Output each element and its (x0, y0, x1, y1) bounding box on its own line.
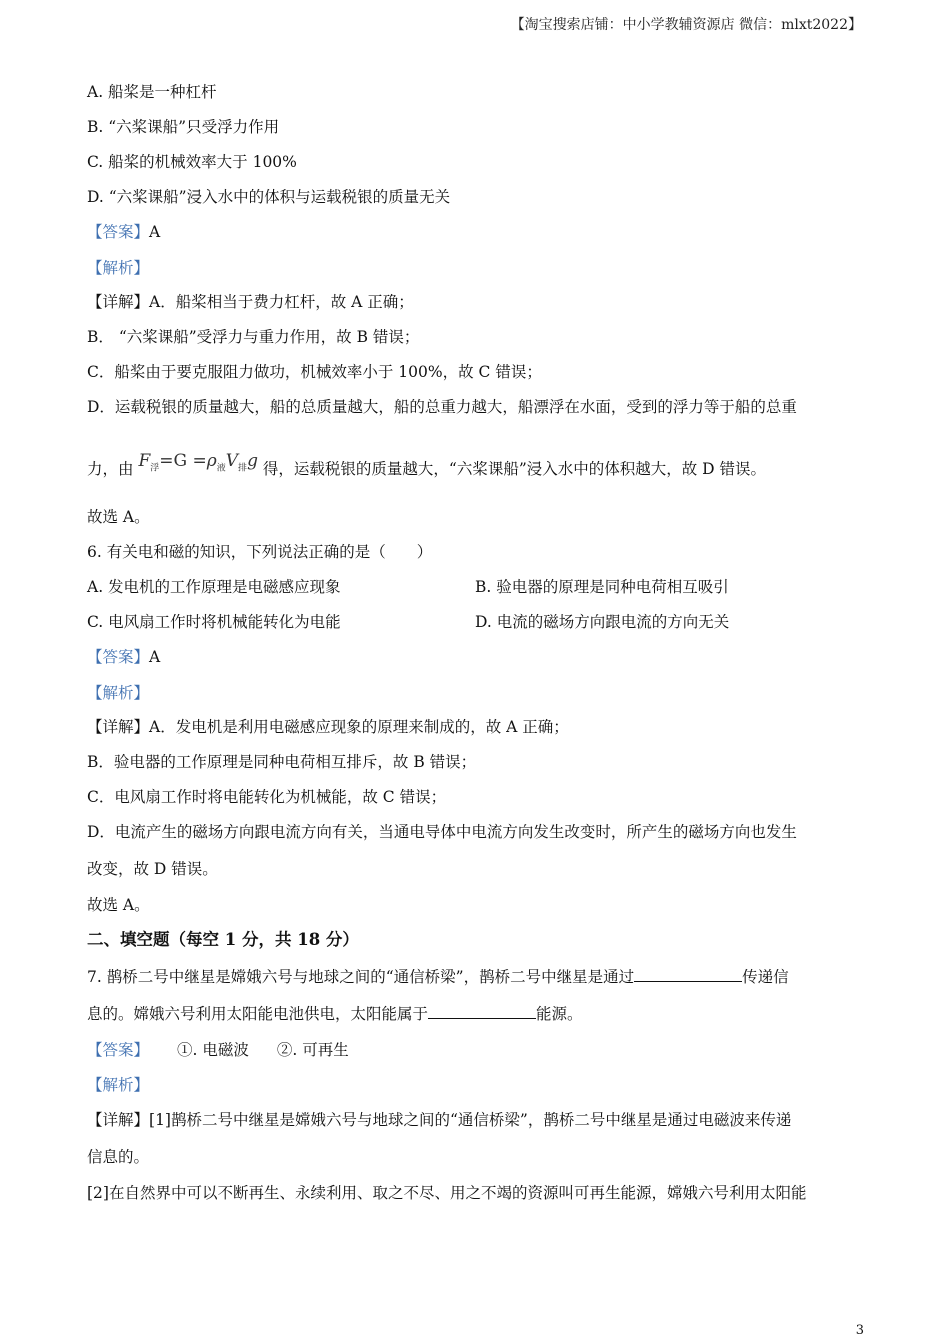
formula-eq: =G = (159, 451, 207, 471)
answer-tag: 【答案】 (87, 648, 150, 666)
answer-1: ①. 电磁波 (177, 1041, 249, 1059)
detail-tag: 【详解】 (87, 293, 150, 311)
detail-text: A．船桨相当于费力杠杆，故 A 正确； (149, 293, 414, 311)
buoyancy-formula (138, 451, 258, 478)
answer-2: ②. 可再生 (276, 1041, 349, 1059)
page-number: 3 (855, 1323, 864, 1338)
q5-option-d: D. “六桨课船”浸入水中的体积与运载税银的质量无关 (87, 188, 451, 206)
q6-option-c: C. 电风扇工作时将机械能转化为电能 (87, 613, 341, 631)
q5-detail-2: B． “六桨课船”受浮力与重力作用，故 B 错误； (87, 328, 420, 346)
answer-tag: 【答案】 (87, 1041, 150, 1059)
q7-text-1a: 7. 鹊桥二号中继星是嫦娥六号与地球之间的“通信桥梁”，鹊桥二号中继星是通过 (87, 968, 635, 986)
answer-blank-2 (428, 1004, 536, 1019)
q7-text-2b: 能源。 (536, 1005, 583, 1023)
detail-text: [1]鹊桥二号中继星是嫦娥六号与地球之间的“通信桥梁”，鹊桥二号中继星是通过电磁波来传递 (149, 1111, 792, 1129)
q5-detail-formula-line (87, 451, 767, 488)
answer-value: A (149, 223, 161, 241)
q7-detail-1 (87, 1110, 791, 1130)
formula-rho: ρ (206, 451, 217, 471)
answer-blank-1 (634, 967, 742, 982)
q5-option-b: B. “六桨课船”只受浮力作用 (87, 118, 280, 136)
formula-f-sub: 浮 (150, 463, 160, 474)
q6-detail-4: D．电流产生的磁场方向跟电流方向有关，当通电导体中电流方向发生改变时，所产生的磁场方向也发生 (87, 823, 797, 841)
q6-conclusion: 故选 A。 (87, 896, 150, 914)
q5-detail-1 (87, 292, 414, 312)
q6-answer (87, 647, 160, 667)
q5-analysis-tag: 【解析】 (87, 259, 150, 277)
formula-f: F (138, 451, 151, 471)
q5-answer (87, 222, 160, 242)
q5-option-c: C. 船桨的机械效率大于 100% (87, 153, 297, 171)
q6-detail-5: 改变，故 D 错误。 (87, 860, 218, 878)
header-shop-info: 【淘宝搜索店铺：中小学教辅资源店 微信：mlxt2022】 (510, 17, 862, 33)
q6-detail-2: B．验电器的工作原理是同种电荷相互排斥，故 B 错误； (87, 753, 477, 771)
detail-tag: 【详解】 (87, 718, 150, 736)
q6-detail-1 (87, 717, 569, 737)
q6-question: 6. 有关电和磁的知识，下列说法正确的是（ ） (87, 543, 433, 561)
q6-option-a: A. 发电机的工作原理是电磁感应现象 (87, 578, 341, 596)
q6-option-d: D. 电流的磁场方向跟电流的方向无关 (475, 613, 730, 631)
q6-analysis-tag: 【解析】 (87, 684, 150, 702)
q5-option-a: A. 船桨是一种杠杆 (87, 83, 217, 101)
section-title: 二、填空题（每空 1 分，共 18 分） (87, 930, 359, 949)
formula-g: g (247, 451, 258, 471)
q7-detail-3: [2]在自然界中可以不断再生、永续利用、取之不尽、用之不竭的资源叫可再生能源，嫦娥六号利用太阳能 (87, 1184, 807, 1202)
formula-prefix: 力，由 (87, 460, 134, 478)
formula-suffix: 得，运载税银的质量越大，“六桨课船”浸入水中的体积越大，故 D 错误。 (262, 460, 767, 478)
q7-analysis-tag: 【解析】 (87, 1076, 150, 1094)
q7-answer (87, 1040, 349, 1060)
q7-line-1 (87, 967, 789, 987)
formula-v: V (225, 451, 239, 471)
q7-detail-2: 信息的。 (87, 1148, 150, 1166)
formula-rho-sub: 液 (216, 463, 226, 474)
q5-conclusion: 故选 A。 (87, 508, 150, 526)
q7-text-1b: 传递信 (742, 968, 789, 986)
q7-text-2a: 息的。嫦娥六号利用太阳能电池供电，太阳能属于 (87, 1005, 429, 1023)
q6-detail-3: C．电风扇工作时将电能转化为机械能，故 C 错误； (87, 788, 447, 806)
formula-v-sub: 排 (238, 463, 248, 474)
q5-detail-3: C．船桨由于要克服阻力做功，机械效率小于 100%，故 C 错误； (87, 363, 542, 381)
q5-detail-4: D．运载税银的质量越大，船的总质量越大，船的总重力越大，船漂浮在水面，受到的浮力等于船的总重 (87, 398, 797, 416)
q7-line-2 (87, 1004, 583, 1024)
detail-tag: 【详解】 (87, 1111, 150, 1129)
q6-option-b: B. 验电器的原理是同种电荷相互吸引 (475, 578, 729, 596)
answer-tag: 【答案】 (87, 223, 150, 241)
answer-value: A (149, 648, 161, 666)
detail-text: A．发电机是利用电磁感应现象的原理来制成的，故 A 正确； (149, 718, 569, 736)
